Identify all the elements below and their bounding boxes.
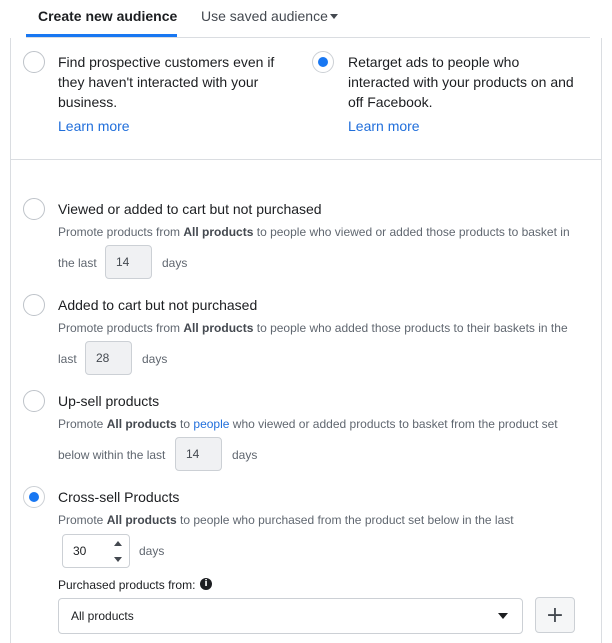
option-title: Viewed or added to cart but not purchased (58, 201, 322, 217)
option-title: Up-sell products (58, 393, 160, 409)
desc-text: Promote (58, 513, 107, 527)
desc-text: Promote products from (58, 321, 184, 335)
chevron-down-icon (498, 613, 508, 619)
retargeting-description (348, 52, 574, 112)
tab-use-saved-audience[interactable] (201, 8, 328, 24)
decrement-icon[interactable] (113, 554, 123, 564)
option-line2: last (58, 352, 77, 366)
days-label: days (232, 448, 258, 462)
product-set-name: All products (183, 225, 254, 239)
desc-text: to (176, 417, 194, 431)
radio-prospecting[interactable] (23, 51, 45, 73)
text-line: off Facebook. (348, 94, 433, 110)
product-set-name: All products (106, 513, 177, 527)
desc-text: to people who added those products to their baskets in the (253, 321, 568, 335)
tab-label: Use saved audience (201, 8, 328, 24)
days-stepper[interactable] (62, 534, 130, 568)
stepper-value[interactable]: 30 (73, 544, 87, 558)
desc-text: Promote products from (58, 225, 184, 239)
radio-cross-sell[interactable] (23, 486, 45, 508)
days-input[interactable]: 14 (175, 437, 222, 471)
radio-viewed-or-added[interactable] (23, 198, 45, 220)
tab-divider (26, 37, 590, 38)
section-divider (10, 159, 602, 160)
increment-icon[interactable] (113, 538, 123, 548)
desc-text: to people who purchased from the product set below in the last (176, 513, 514, 527)
add-product-set-button[interactable]: + (535, 597, 575, 633)
days-input[interactable]: 14 (105, 245, 152, 279)
option-title: Added to cart but not purchased (58, 297, 258, 313)
days-label: days (142, 352, 168, 366)
product-set-name: All products (106, 417, 177, 431)
panel-border-right (601, 38, 602, 643)
option-description (58, 417, 558, 431)
learn-more-retargeting-link[interactable]: Learn more (348, 118, 420, 134)
product-set-select[interactable] (58, 598, 523, 634)
option-description (58, 513, 514, 527)
desc-text: Promote (58, 417, 107, 431)
purchased-from-label: Purchased products from: (58, 578, 196, 592)
select-value: All products (71, 609, 134, 623)
people-link[interactable]: people (193, 417, 230, 431)
days-input[interactable]: 28 (85, 341, 132, 375)
option-line2: below within the last (58, 448, 166, 462)
desc-text: who viewed or added products to basket from the product set (229, 417, 558, 431)
text-line: business. (58, 94, 118, 110)
days-label: days (162, 256, 188, 270)
info-icon[interactable]: i (200, 578, 212, 590)
tab-create-new-audience[interactable]: Create new audience (38, 8, 178, 24)
option-description (58, 225, 570, 239)
days-label: days (139, 544, 165, 558)
learn-more-prospecting-link[interactable]: Learn more (58, 118, 130, 134)
option-title: Cross-sell Products (58, 489, 180, 505)
text-line: Retarget ads to people who (348, 54, 520, 70)
text-line: Find prospective customers even if (58, 54, 275, 70)
panel-border-left (10, 38, 11, 643)
product-set-name: All products (183, 321, 254, 335)
radio-added-to-cart[interactable] (23, 294, 45, 316)
option-line2: the last (58, 256, 97, 270)
text-line: interacted with your products on and (348, 74, 574, 90)
radio-up-sell[interactable] (23, 390, 45, 412)
option-description (58, 321, 568, 335)
text-line: they haven't interacted with your (58, 74, 259, 90)
prospecting-description (58, 52, 274, 112)
radio-retargeting[interactable] (312, 51, 334, 73)
desc-text: to people who viewed or added those products to basket in (253, 225, 570, 239)
chevron-down-icon (330, 14, 338, 19)
